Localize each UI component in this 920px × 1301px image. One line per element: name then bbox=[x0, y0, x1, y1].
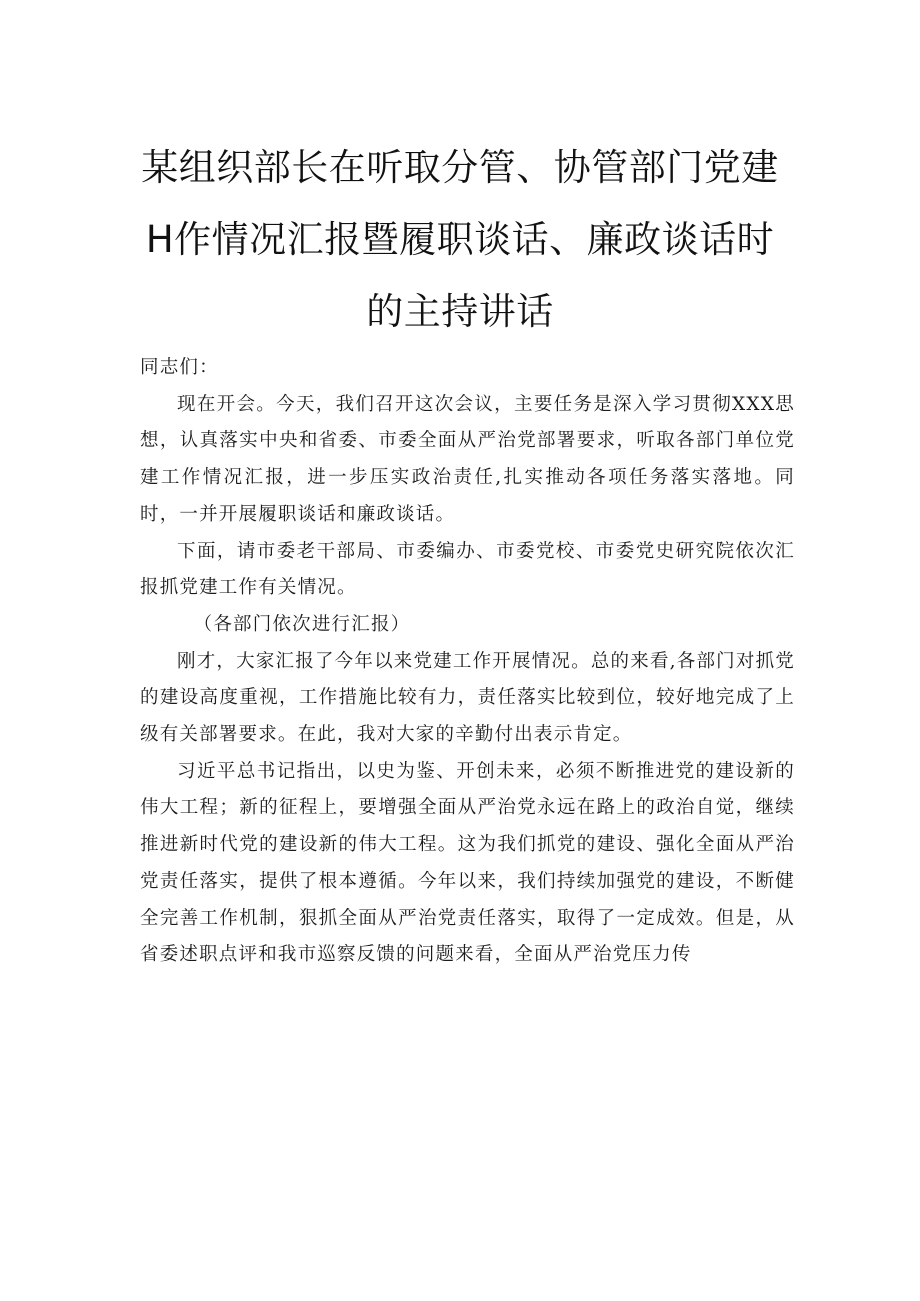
paragraph-report-order: 下面，请市委老干部局、市委编办、市委党校、市委党史研究院依次汇报抓党建工作有关情况。 bbox=[140, 540, 795, 599]
document-title bbox=[110, 132, 810, 348]
title-line-1: 某组织部长在听取分管、协管部门党建 bbox=[141, 146, 779, 189]
title-line-3: 的主持讲话 bbox=[366, 290, 554, 333]
stage-note: （各部门依次进行汇报） bbox=[193, 613, 411, 635]
salutation: 同志们： bbox=[140, 357, 219, 378]
paragraph-opening: 现在开会。今天，我们召开这次会议，主要任务是深入学习贯彻XXX思想，认真落实中央和省委、市委全面从严治党部署要求，听取各部门单位党建工作情况汇报，进一步压实政治责任,扎实推动各项任务落实落地。同时，一并开展履职谈话和廉政谈话。 bbox=[140, 393, 795, 525]
title-line-2: H作情况汇报暨履职谈话、廉政谈话时 bbox=[145, 218, 775, 261]
document-body bbox=[140, 350, 795, 974]
paragraph-guidance: 习近平总书记指出，以史为鉴、开创未来，必须不断推进党的建设新的伟大工程；新的征程上，要增强全面从严治党永远在路上的政治自觉，继续推进新时代党的建设新的伟大工程。这为我们抓党的建设、强化全面从严治党责任落实，提供了根本遵循。今年以来，我们持续加强党的建设，不断健全完善工作机制，狠抓全面从严治党责任落实，取得了一定成效。但是，从省委述职点评和我市巡察反馈的问题来看，全面从严治党压力传 bbox=[140, 760, 795, 966]
paragraph-summary: 刚才，大家汇报了今年以来党建工作开展情况。总的来看,各部门对抓党的建设高度重视，工作措施比较有力，责任落实比较到位，较好地完成了上级有关部署要求。在此，我对大家的辛勤付出表示肯定。 bbox=[140, 650, 795, 746]
